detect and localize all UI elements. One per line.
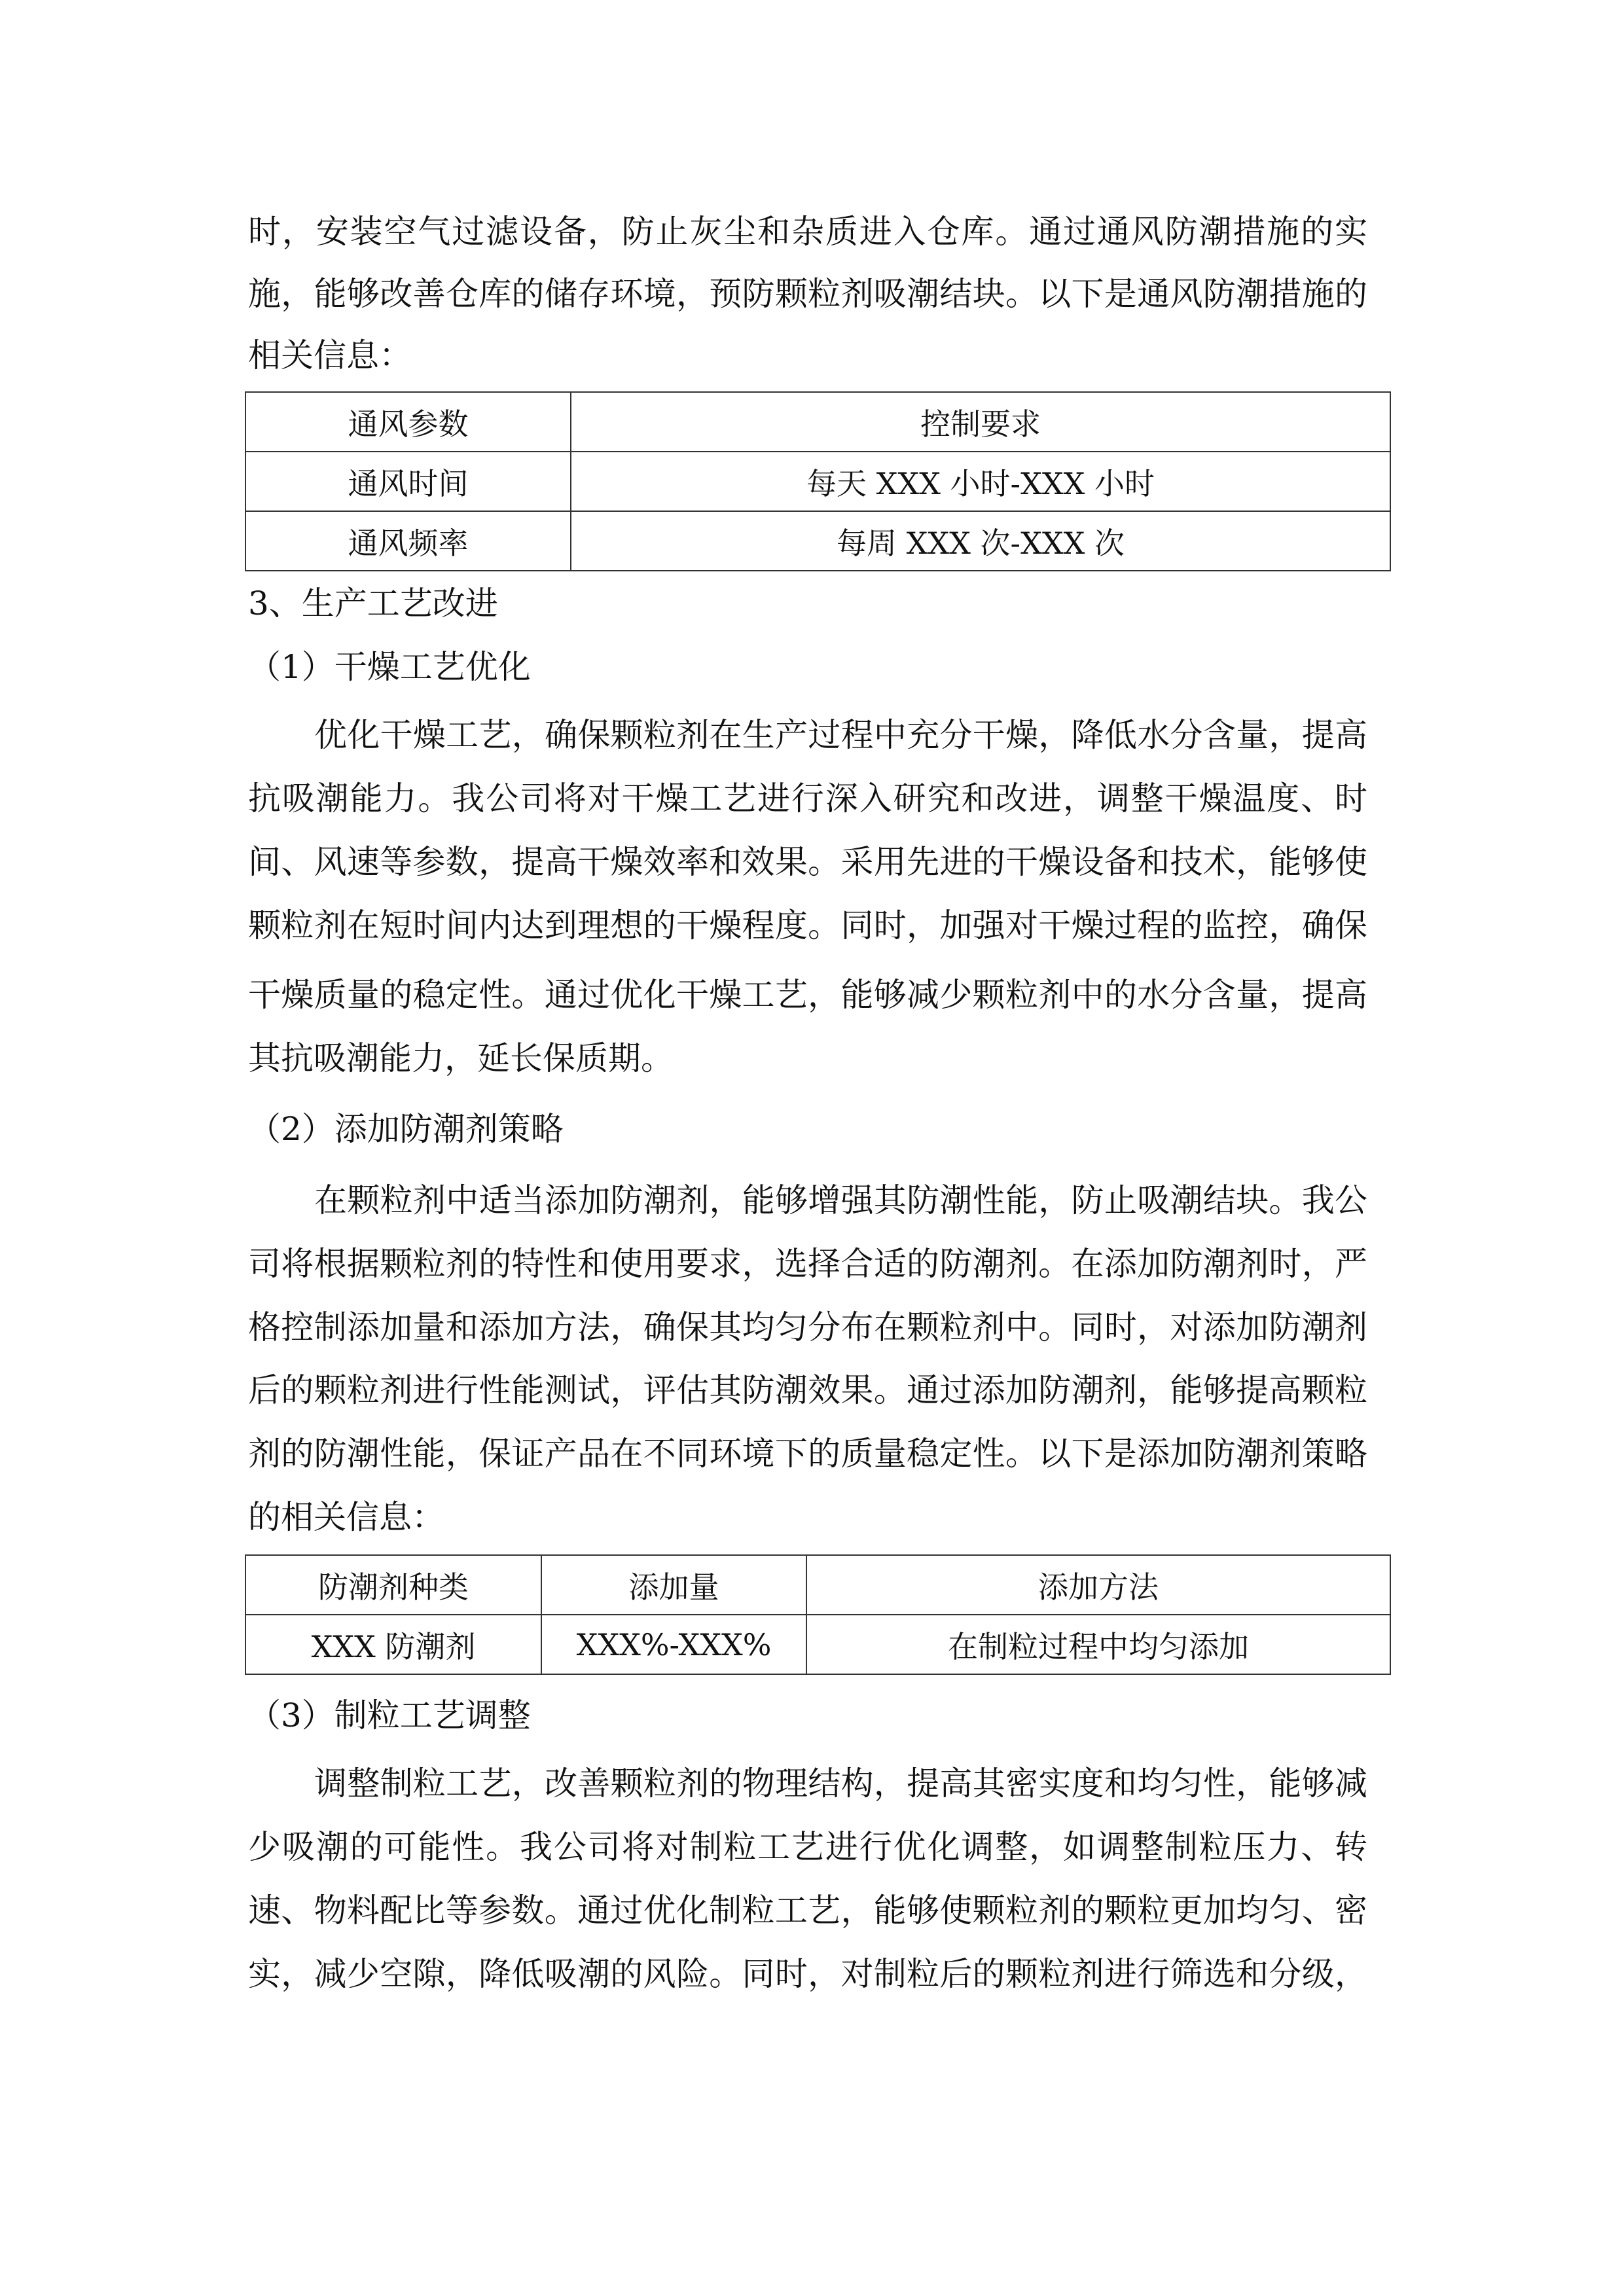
paragraph-line: 速、物料配比等参数。通过优化制粒工艺，能够使颗粒剂的颗粒更加均匀、密	[248, 1892, 1367, 1929]
table-cell: 通风时间	[245, 452, 571, 511]
paragraph-line: 其抗吸潮能力，延长保质期。	[248, 1039, 674, 1077]
paragraph-line: 实，减少空隙，降低吸潮的风险。同时，对制粒后的颗粒剂进行筛选和分级，	[248, 1955, 1367, 1993]
table-row	[245, 452, 1390, 511]
paragraph-line: 格控制添加量和添加方法，确保其均匀分布在颗粒剂中。同时，对添加防潮剂	[248, 1308, 1367, 1346]
table-header-cell: 添加方法	[806, 1555, 1390, 1615]
paragraph-line: 间、风速等参数，提高干燥效率和效果。采用先进的干燥设备和技术，能够使	[248, 843, 1367, 881]
subsection-heading: （2）添加防潮剂策略	[248, 1110, 564, 1148]
table-row	[245, 1615, 1390, 1674]
paragraph-line: 优化干燥工艺，确保颗粒剂在生产过程中充分干燥，降低水分含量，提高	[314, 716, 1367, 754]
paragraph-line: 时，安装空气过滤设备，防止灰尘和杂质进入仓库。通过通风防潮措施的实	[248, 213, 1367, 251]
table-header-cell: 防潮剂种类	[245, 1555, 541, 1615]
paragraph-line: 干燥质量的稳定性。通过优化干燥工艺，能够减少颗粒剂中的水分含量，提高	[248, 976, 1367, 1014]
table-cell: 在制粒过程中均匀添加	[806, 1615, 1390, 1674]
paragraph-line: 相关信息：	[248, 336, 412, 374]
table-header-row	[245, 1555, 1390, 1615]
paragraph-line: 抗吸潮能力。我公司将对干燥工艺进行深入研究和改进，调整干燥温度、时	[248, 780, 1367, 817]
paragraph-line: 司将根据颗粒剂的特性和使用要求，选择合适的防潮剂。在添加防潮剂时，严	[248, 1245, 1367, 1283]
table-cell: 通风频率	[245, 511, 571, 571]
paragraph-line: 剂的防潮性能，保证产品在不同环境下的质量稳定性。以下是添加防潮剂策略	[248, 1435, 1367, 1473]
paragraph-line: 颗粒剂在短时间内达到理想的干燥程度。同时，加强对干燥过程的监控，确保	[248, 906, 1367, 944]
paragraph-line: 施，能够改善仓库的储存环境，预防颗粒剂吸潮结块。以下是通风防潮措施的	[248, 275, 1367, 313]
table-cell: XXX 防潮剂	[245, 1615, 541, 1674]
paragraph-line: 少吸潮的可能性。我公司将对制粒工艺进行优化调整，如调整制粒压力、转	[248, 1828, 1367, 1866]
ventilation-table	[245, 391, 1391, 571]
table-cell: XXX%-XXX%	[541, 1615, 806, 1674]
paragraph-line: 的相关信息：	[248, 1498, 444, 1536]
subsection-heading: （1）干燥工艺优化	[248, 648, 531, 686]
subsection-heading: （3）制粒工艺调整	[248, 1696, 531, 1734]
table-header-row	[245, 392, 1390, 452]
table-cell: 每周 XXX 次-XXX 次	[571, 511, 1390, 571]
table-cell: 每天 XXX 小时-XXX 小时	[571, 452, 1390, 511]
section-heading: 3、生产工艺改进	[248, 584, 498, 622]
paragraph-line: 在颗粒剂中适当添加防潮剂，能够增强其防潮性能，防止吸潮结块。我公	[314, 1181, 1367, 1219]
table-header-cell: 控制要求	[571, 392, 1390, 452]
table-header-cell: 通风参数	[245, 392, 571, 452]
table-header-cell: 添加量	[541, 1555, 806, 1615]
table-row	[245, 511, 1390, 571]
paragraph-line: 后的颗粒剂进行性能测试，评估其防潮效果。通过添加防潮剂，能够提高颗粒	[248, 1371, 1367, 1409]
moisture-agent-table	[245, 1554, 1391, 1675]
paragraph-line: 调整制粒工艺，改善颗粒剂的物理结构，提高其密实度和均匀性，能够减	[314, 1765, 1367, 1803]
